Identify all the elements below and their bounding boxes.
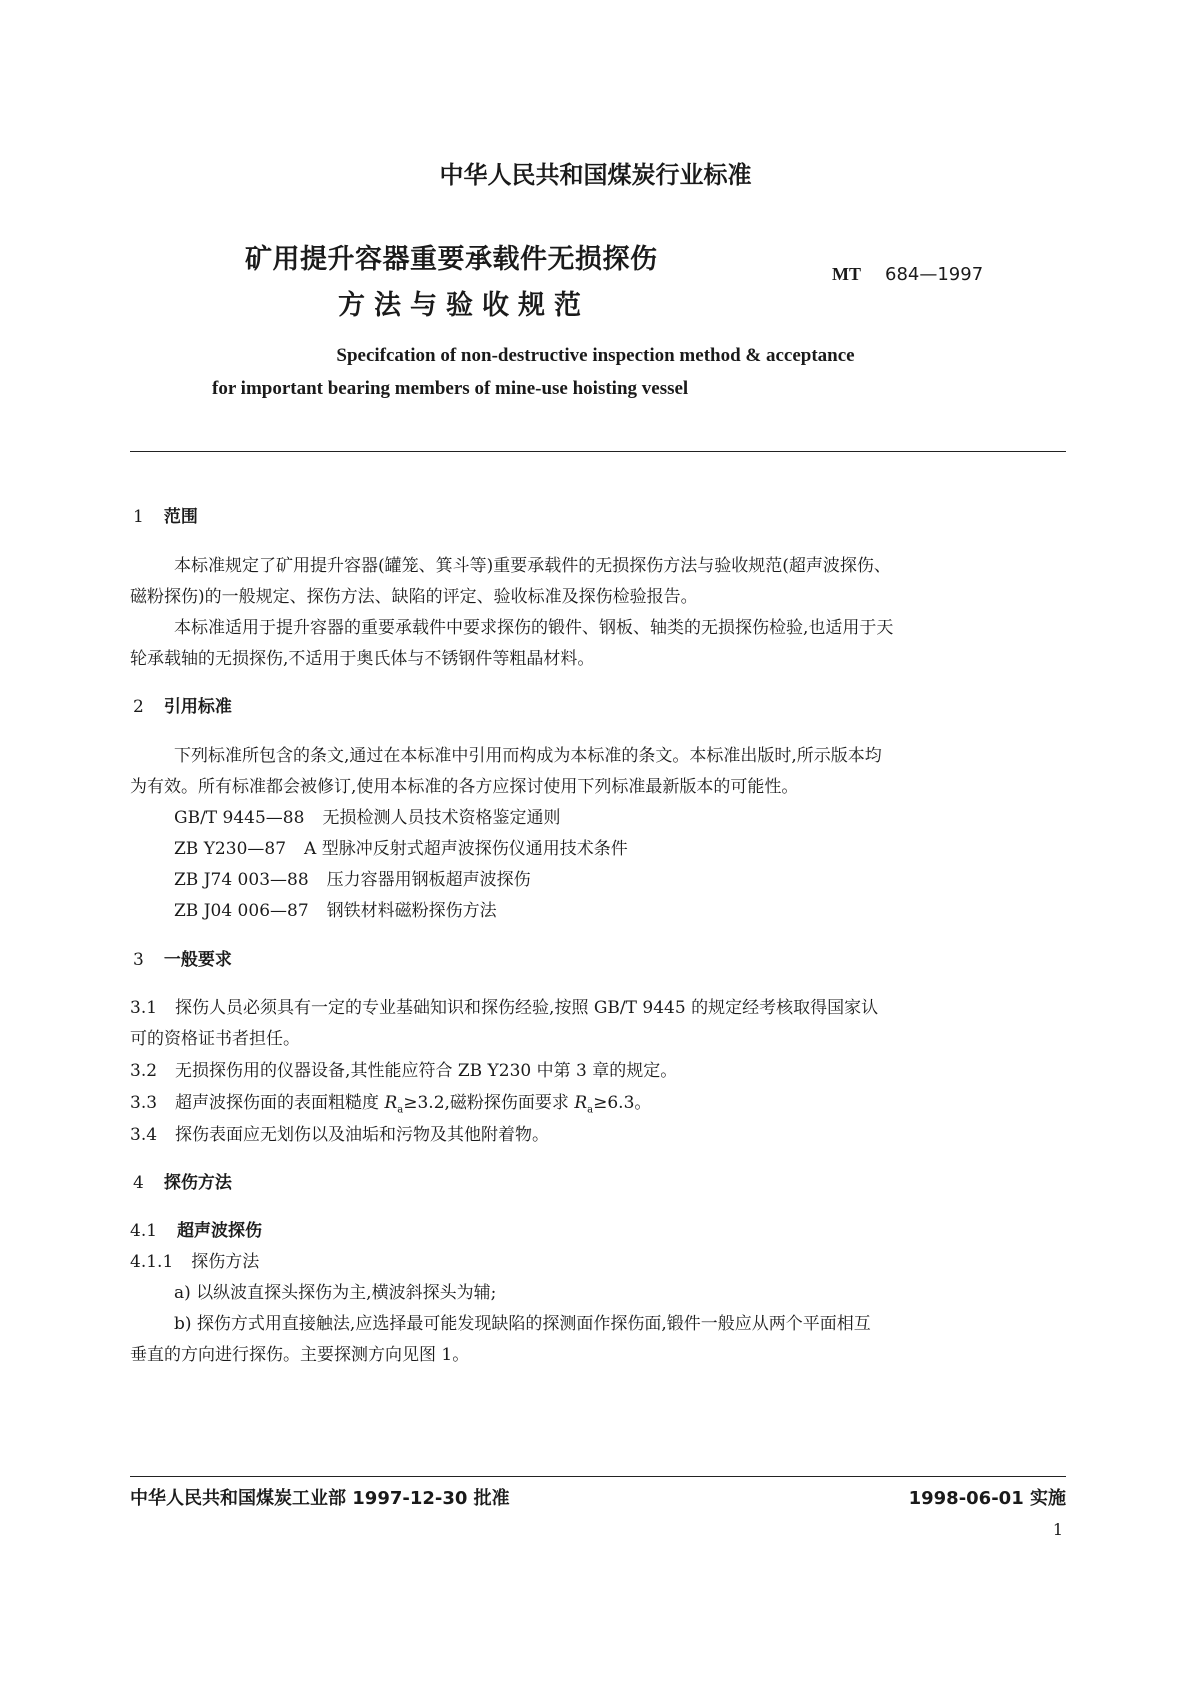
clause-text: 探伤人员必须具有一定的专业基础知识和探伤经验,按照 GB/T 9445 的规定经考核取得国家认: [175, 998, 879, 1018]
section-number: 4: [133, 1173, 144, 1193]
roughness-symbol: R: [574, 1093, 588, 1113]
section-number: 3: [133, 950, 144, 970]
subsection-4-1-heading: [130, 1216, 262, 1241]
paragraph: 下列标准所包含的条文,通过在本标准中引用而构成为本标准的条文。本标准出版时,所示版本均: [174, 746, 882, 766]
paragraph: 为有效。所有标准都会被修订,使用本标准的各方应探讨使用下列标准最新版本的可能性。: [130, 777, 799, 797]
reference-item: [174, 834, 628, 859]
subsection-title: 探伤方法: [191, 1252, 260, 1272]
standard-code: MT: [832, 264, 861, 284]
clause-text: 无损探伤用的仪器设备,其性能应符合 ZB Y230 中第 3 章的规定。: [175, 1061, 678, 1081]
clause-text: 探伤表面应无划伤以及油垢和污物及其他附着物。: [175, 1125, 550, 1145]
clause-3-4: [130, 1120, 549, 1145]
subsection-title: 超声波探伤: [177, 1221, 263, 1241]
document-title-line1: 矿用提升容器重要承载件无损探伤: [245, 244, 658, 275]
clause-text: 超声波探伤面的表面粗糙度: [175, 1093, 385, 1113]
section-title: 探伤方法: [163, 1173, 232, 1193]
reference-name: 无损检测人员技术资格鉴定通则: [322, 808, 561, 828]
effective-date: 1998-06-01 实施: [908, 1488, 1066, 1509]
roughness-subscript: a: [397, 1104, 404, 1116]
reference-item: [174, 896, 497, 921]
section-1-heading: [133, 502, 198, 527]
paragraph: 本标准规定了矿用提升容器(罐笼、箕斗等)重要承载件的无损探伤方法与验收规范(超声波探伤、: [174, 556, 891, 576]
paragraph: 本标准适用于提升容器的重要承载件中要求探伤的锻件、钢板、轴类的无损探伤检验,也适用于天: [174, 618, 894, 638]
clause-3-1: [130, 993, 878, 1018]
clause-number: 3.1: [130, 998, 158, 1018]
subsection-4-1-1-heading: [130, 1247, 259, 1272]
subsection-number: 4.1: [130, 1221, 158, 1241]
roughness-symbol: R: [384, 1093, 398, 1113]
reference-code: GB/T 9445—88: [174, 808, 305, 828]
clause-number: 3.2: [130, 1061, 158, 1081]
footer-divider: [130, 1476, 1066, 1477]
section-2-heading: [133, 692, 232, 717]
list-item: a) 以纵波直探头探伤为主,横波斜探头为辅;: [174, 1283, 497, 1303]
approval-statement: 中华人民共和国煤炭工业部 1997-12-30 批准: [130, 1488, 510, 1509]
section-number: 2: [133, 697, 144, 717]
reference-code: ZB J04 006—87: [174, 901, 309, 921]
clause-text: ≥3.2,磁粉探伤面要求: [403, 1093, 575, 1113]
section-title: 一般要求: [163, 950, 232, 970]
section-3-heading: [133, 945, 232, 970]
section-4-heading: [133, 1168, 232, 1193]
standard-number-value: 684—1997: [885, 264, 984, 285]
paragraph: 磁粉探伤)的一般规定、探伤方法、缺陷的评定、验收标准及探伤检验报告。: [130, 587, 698, 607]
roughness-subscript: a: [587, 1104, 594, 1116]
reference-item: [174, 865, 531, 890]
reference-name: 钢铁材料磁粉探伤方法: [326, 901, 497, 921]
clause-number: 3.3: [130, 1093, 158, 1113]
paragraph: 可的资格证书者担任。: [130, 1029, 300, 1049]
section-title: 范围: [163, 507, 198, 527]
clause-text: ≥6.3。: [593, 1093, 652, 1113]
document-title-line2: 方法与验收规范: [338, 290, 590, 321]
clause-3-2: [130, 1056, 677, 1081]
section-title: 引用标准: [163, 697, 232, 717]
paragraph: 轮承载轴的无损探伤,不适用于奥氏体与不锈钢件等粗晶材料。: [130, 649, 595, 669]
header-divider: [130, 451, 1066, 452]
clause-number: 3.4: [130, 1125, 158, 1145]
reference-item: [174, 803, 560, 828]
section-number: 1: [133, 507, 144, 527]
page-number: 1: [1052, 1520, 1063, 1539]
subsection-number: 4.1.1: [130, 1252, 174, 1272]
paragraph: 垂直的方向进行探伤。主要探测方向见图 1。: [130, 1345, 470, 1365]
reference-code: ZB Y230—87: [174, 839, 287, 859]
english-title-line2: for important bearing members of mine-use hoisting vessel: [212, 378, 689, 399]
reference-name: 压力容器用钢板超声波探伤: [326, 870, 531, 890]
issuer-heading: 中华人民共和国煤炭行业标准: [439, 161, 752, 189]
reference-code: ZB J74 003—88: [174, 870, 309, 890]
list-item: b) 探伤方式用直接触法,应选择最可能发现缺陷的探测面作探伤面,锻件一般应从两个平面相互: [174, 1314, 871, 1334]
reference-name: A 型脉冲反射式超声波探伤仪通用技术条件: [304, 839, 628, 859]
english-title-line1: Specifcation of non-destructive inspection method & acceptance: [336, 345, 855, 366]
clause-3-3: [130, 1088, 651, 1115]
standard-number: [832, 264, 983, 285]
